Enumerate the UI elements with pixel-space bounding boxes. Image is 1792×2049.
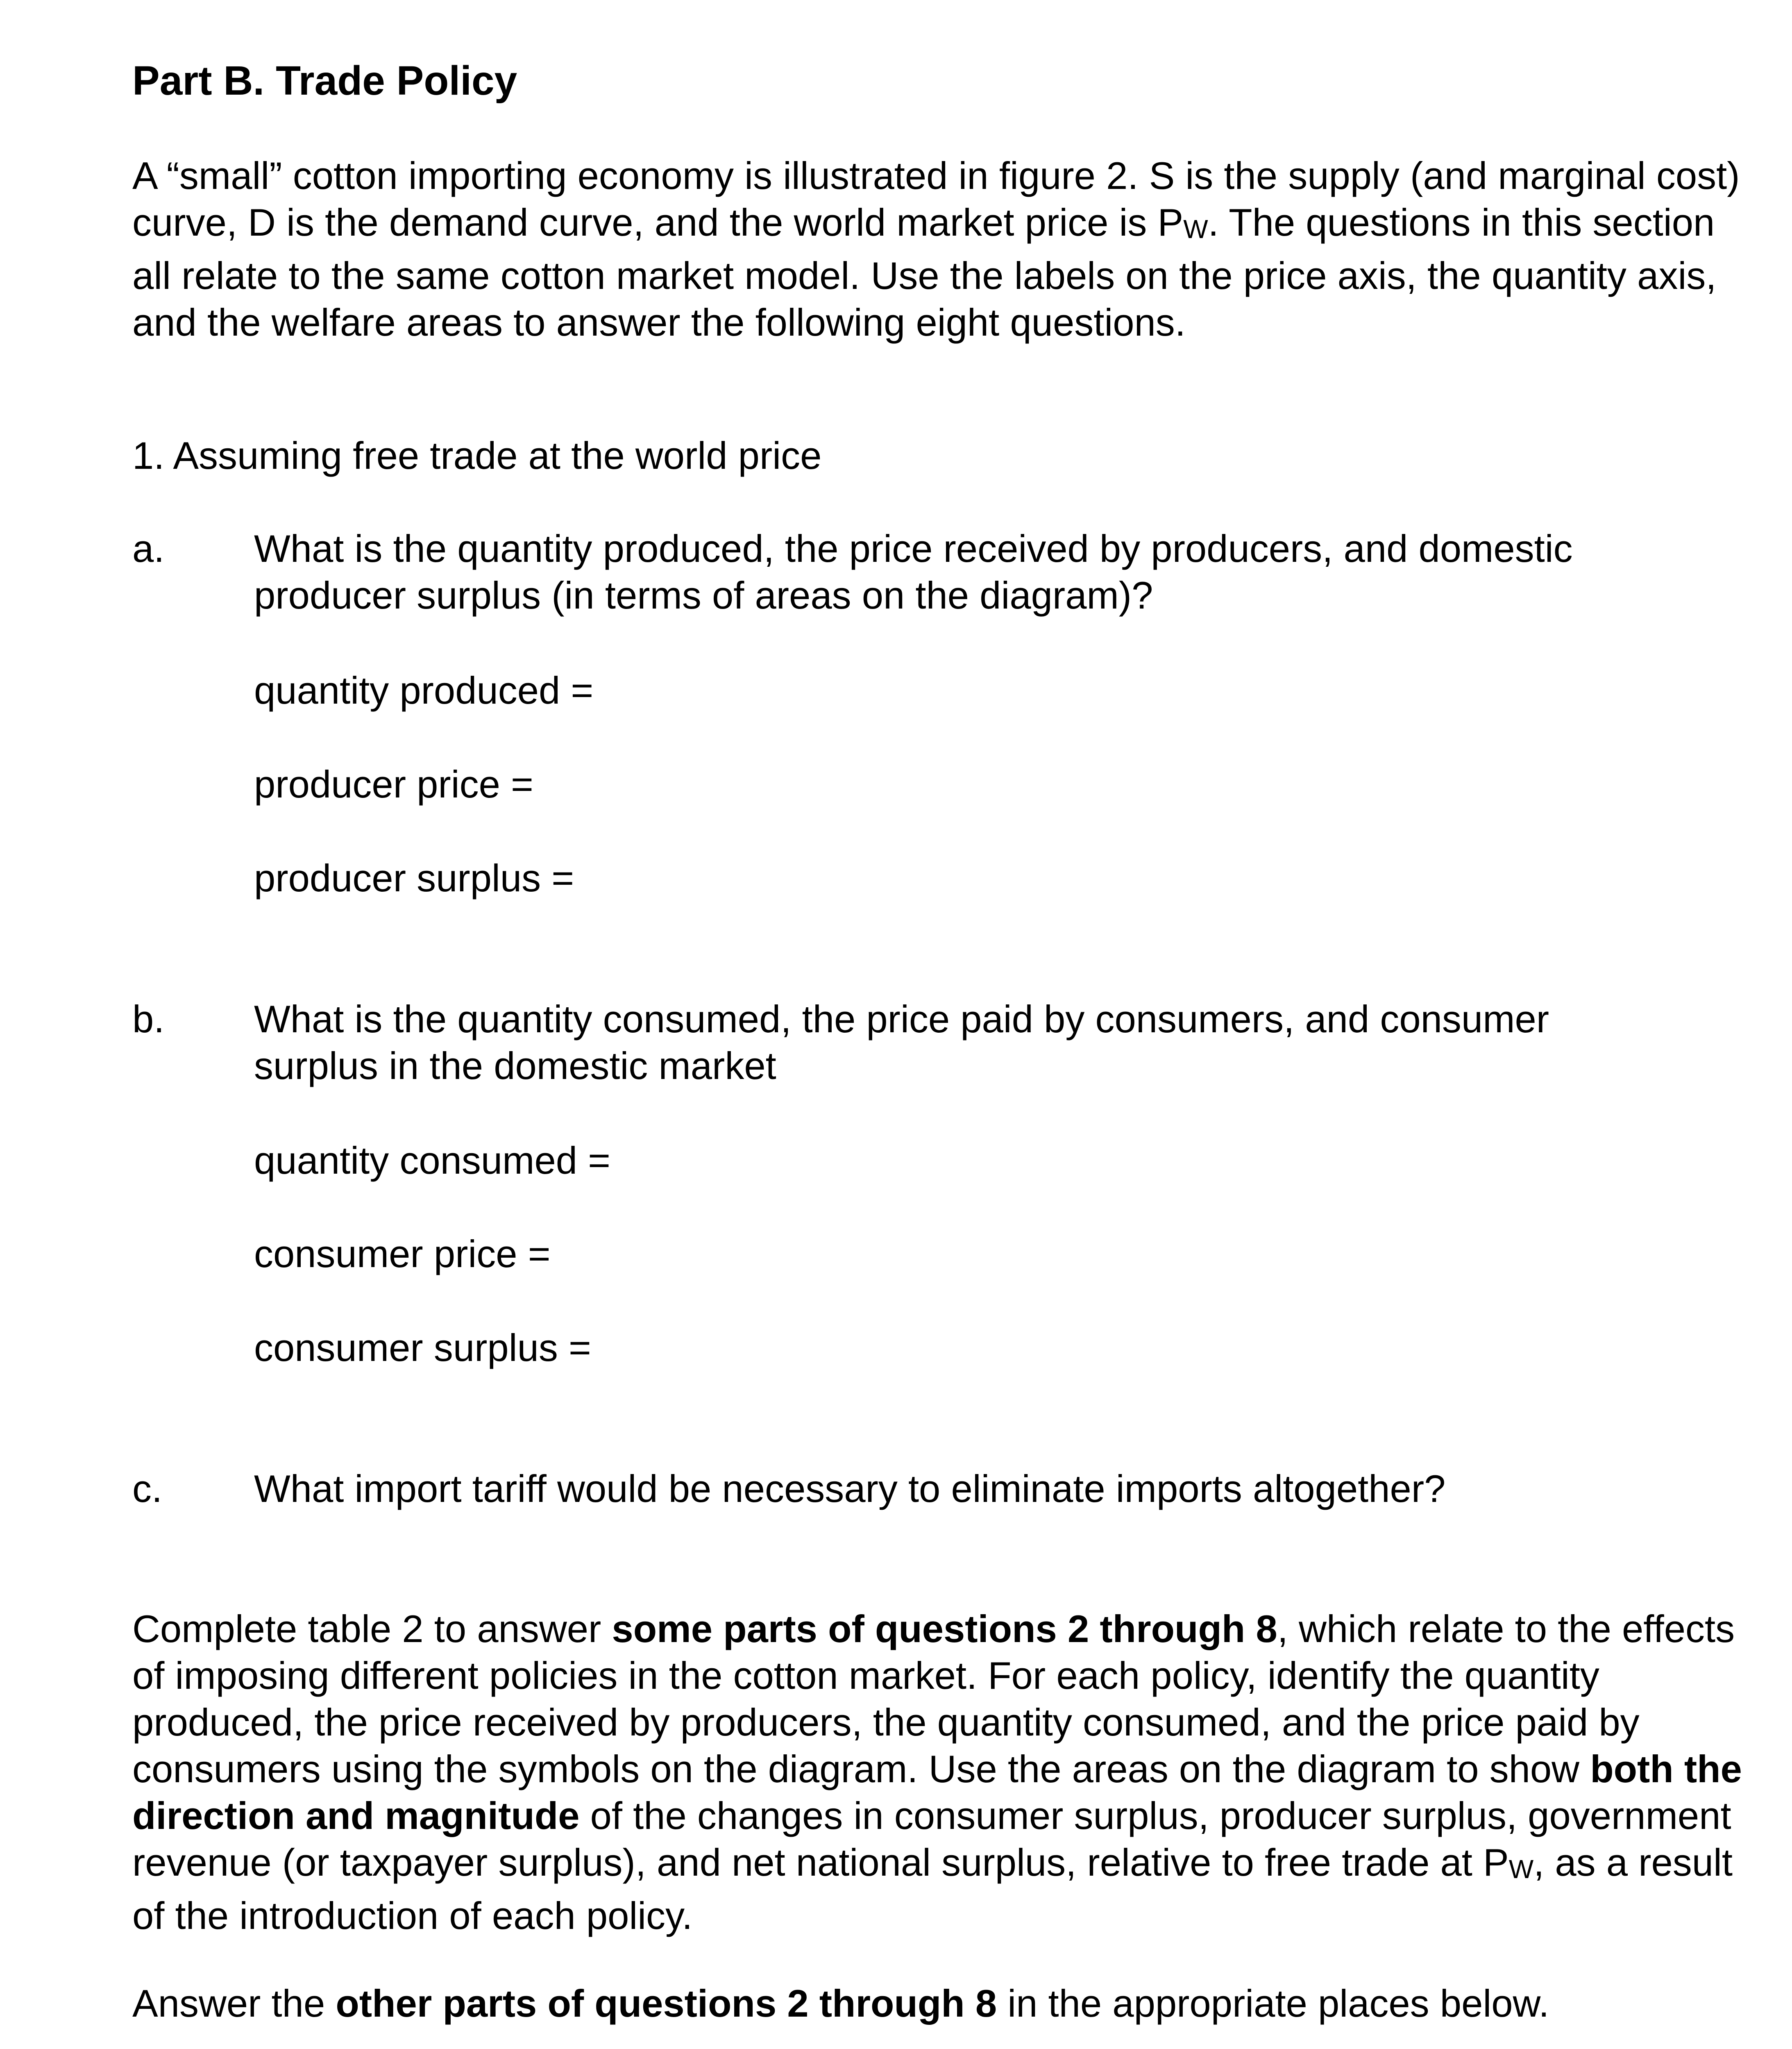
question-1a-label: a. (132, 527, 165, 570)
table-instr-text-3: of the changes in consumer surplus, producer surplus, government revenue (or taxpayer surplus), and net national surplus, relative to free trade at P (132, 1794, 1731, 1884)
producer-surplus-label: producer surplus = (254, 856, 574, 900)
table-instr-subscript: W (1508, 1854, 1534, 1884)
quantity-produced-label: quantity produced = (254, 669, 594, 712)
quantity-consumed-label: quantity consumed = (254, 1139, 611, 1182)
consumer-price-label: consumer price = (254, 1232, 551, 1275)
table-instr-bold-2: both the direction and magnitude (132, 1747, 1742, 1837)
intro-text-2: . The questions in this section all relate to the same cotton market model. Use the labels on the price axis, the quantity axis, and the welfare areas to answer the following eight questions. (132, 201, 1717, 344)
question-1c-text: What import tariff would be necessary to eliminate imports altogether? (254, 1467, 1446, 1510)
intro-subscript: W (1183, 214, 1208, 244)
intro-paragraph (132, 152, 1751, 346)
question-1-heading: 1. Assuming free trade at the world price (132, 434, 822, 477)
closing-text-2: in the appropriate places below. (997, 1982, 1549, 2025)
closing-text-1: Answer the (132, 1982, 336, 2025)
question-1c-label: c. (132, 1467, 163, 1510)
question-1a-text: What is the quantity produced, the price received by producers, and domestic producer surplus (in terms of areas on the diagram)? (254, 527, 1573, 617)
table-instructions-paragraph (132, 1606, 1751, 1939)
question-1b-label: b. (132, 997, 165, 1040)
closing-paragraph (132, 1980, 1751, 2027)
consumer-surplus-label: consumer surplus = (254, 1326, 591, 1369)
table-instr-text-1: Complete table 2 to answer (132, 1607, 612, 1650)
table-instr-bold-1: some parts of questions 2 through 8 (612, 1607, 1277, 1650)
closing-bold: other parts of questions 2 through 8 (336, 1982, 997, 2025)
table-instr-text-2: , which relate to the effects of imposing different policies in the cotton market. For each policy, identify the quantity produced, the price received by producers, the quantity consumed, and the price paid by consumers using the symbols on the diagram. Use the areas on the diagram to show (132, 1607, 1735, 1790)
producer-price-label: producer price = (254, 763, 533, 806)
table-instr-text-4: , as a result of the introduction of each policy. (132, 1841, 1733, 1937)
intro-text-1: A “small” cotton importing economy is illustrated in figure 2. S is the supply (and marginal cost) curve, D is the demand curve, and the world market price is P (132, 154, 1740, 244)
question-1b-text: What is the quantity consumed, the price paid by consumers, and consumer surplus in the domestic market (254, 997, 1549, 1087)
page-title: Part B. Trade Policy (132, 58, 517, 104)
